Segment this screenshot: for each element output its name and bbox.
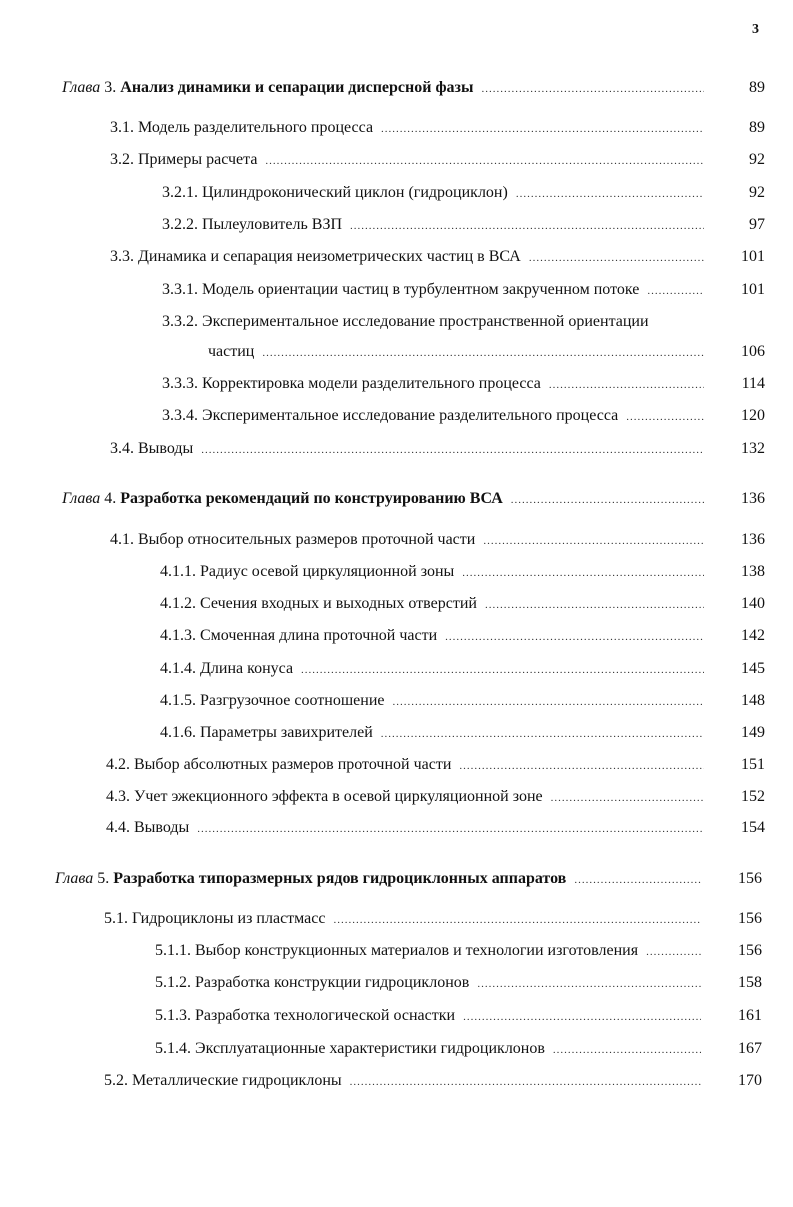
- toc-section-4-3: [106, 787, 765, 808]
- page-ref: 114: [741, 375, 765, 392]
- dot-leader: [262, 343, 704, 363]
- page-ref: 156: [738, 870, 762, 887]
- dot-leader: [333, 910, 701, 930]
- toc-entry-text: 3.3.1. Модель ориентации частиц в турбулентном закрученном потоке: [162, 281, 640, 298]
- page-ref: 89: [749, 119, 765, 136]
- dot-leader: [301, 660, 704, 680]
- toc-section-4-1-1: [160, 562, 765, 583]
- page-ref: 97: [749, 216, 765, 233]
- toc-entry-text: 3.3.4. Экспериментальное исследование разделительного процесса: [162, 407, 619, 424]
- toc-entry-text: 4.3. Учет эжекционного эффекта в осевой циркуляционной зоне: [106, 788, 543, 805]
- page-ref: 161: [738, 1007, 762, 1024]
- dot-leader: [350, 216, 704, 236]
- toc-section-3-3-2-cont: [208, 342, 765, 363]
- page-ref: 156: [738, 910, 762, 927]
- page-ref: 120: [741, 407, 765, 424]
- toc-section-4-1-3: [160, 626, 765, 647]
- dot-leader: [463, 1007, 701, 1027]
- toc-section-3-2-2: [162, 215, 765, 236]
- page-ref: 138: [741, 563, 765, 580]
- toc-section-3-2-1: [162, 183, 765, 204]
- toc-entry-text: 5.1.4. Эксплуатационные характеристики гидроциклонов: [155, 1040, 545, 1057]
- page-ref: 152: [741, 788, 765, 805]
- toc-section-4-2: [106, 755, 765, 776]
- dot-leader: [626, 407, 704, 427]
- chapter-title: Разработка рекомендаций по конструированию ВСА: [120, 490, 503, 507]
- dot-leader: [647, 281, 704, 301]
- toc-entry-text: 3.3. Динамика и сепарация неизометрических частиц в ВСА: [110, 248, 521, 265]
- toc-section-3-1: [110, 118, 765, 139]
- dot-leader: [350, 1072, 701, 1092]
- page-ref: 158: [738, 974, 762, 991]
- toc-chapter-5: [55, 869, 762, 890]
- page-ref: 149: [741, 724, 765, 741]
- toc-entry-text: 3.3.3. Корректировка модели разделительного процесса: [162, 375, 541, 392]
- toc-entry-text: 5.1.3. Разработка технологической оснастки: [155, 1007, 456, 1024]
- toc-section-5-2: [104, 1071, 762, 1092]
- page-ref: 101: [741, 281, 765, 298]
- toc-entry-text: 3.1. Модель разделительного процесса: [110, 119, 374, 136]
- toc-entry-text: 3.3.2. Экспериментальное исследование пространственной ориентации: [162, 313, 649, 330]
- toc-section-4-4: [106, 818, 765, 839]
- toc-section-5-1-4: [155, 1039, 762, 1060]
- toc-section-5-1-3: [155, 1006, 762, 1027]
- dot-leader: [516, 184, 704, 204]
- toc-section-4-1-4: [160, 659, 765, 680]
- toc-section-5-1-2: [155, 973, 762, 994]
- toc-entry-text: 4.1.4. Длина конуса: [160, 660, 294, 677]
- toc-section-3-2: [110, 150, 765, 171]
- dot-leader: [646, 942, 701, 962]
- page-ref: 156: [738, 942, 762, 959]
- toc-entry-text: 4.1.5. Разгрузочное соотношение: [160, 692, 385, 709]
- toc-section-3-3-4: [162, 406, 765, 427]
- toc-entry-text: 5.1.1. Выбор конструкционных материалов и технологии изготовления: [155, 942, 639, 959]
- dot-leader: [462, 563, 704, 583]
- page-ref: 136: [741, 531, 765, 548]
- toc-entry-text: 3.4. Выводы: [110, 440, 194, 457]
- chapter-label: Глава: [55, 870, 94, 887]
- toc-entry-text: 5.1. Гидроциклоны из пластмасс: [104, 910, 326, 927]
- dot-leader: [445, 627, 704, 647]
- toc-entry-text: 3.2. Примеры расчета: [110, 151, 258, 168]
- page-ref: 154: [741, 819, 765, 836]
- toc-entry-text: 4.1.6. Параметры завихрителей: [160, 724, 373, 741]
- dot-leader: [265, 151, 704, 171]
- page-ref: 145: [741, 660, 765, 677]
- toc-entry-text: 4.1. Выбор относительных размеров проточной части: [110, 531, 476, 548]
- page-ref: 140: [741, 595, 765, 612]
- page-ref: 151: [741, 756, 765, 773]
- toc-section-3-3-1: [162, 280, 765, 301]
- toc-entry-text: 5.2. Металлические гидроциклоны: [104, 1072, 342, 1089]
- toc-chapter-3: [62, 78, 765, 99]
- toc-section-4-1: [110, 530, 765, 551]
- dot-leader: [549, 375, 704, 395]
- toc-entry-text: 3.2.1. Цилиндроконический циклон (гидроциклон): [162, 184, 508, 201]
- page-ref: 92: [749, 151, 765, 168]
- toc-section-3-4: [110, 439, 765, 460]
- toc-section-3-3-2: [162, 312, 710, 332]
- page-ref: 167: [738, 1040, 762, 1057]
- toc-entry-text: 5.1.2. Разработка конструкции гидроциклонов: [155, 974, 470, 991]
- chapter-label: Глава: [62, 490, 101, 507]
- toc-section-5-1: [104, 909, 762, 930]
- page-ref: 92: [749, 184, 765, 201]
- page-ref: 106: [741, 343, 765, 360]
- toc-section-4-1-6: [160, 723, 765, 744]
- chapter-title: Разработка типоразмерных рядов гидроциклонных аппаратов: [113, 870, 567, 887]
- page-ref: 148: [741, 692, 765, 709]
- chapter-number: 5.: [97, 870, 110, 887]
- toc-entry-text: 4.1.2. Сечения входных и выходных отверстий: [160, 595, 477, 612]
- page-ref: 132: [741, 440, 765, 457]
- dot-leader: [477, 974, 701, 994]
- toc-section-5-1-1: [155, 941, 762, 962]
- dot-leader: [459, 756, 704, 776]
- dot-leader: [392, 692, 704, 712]
- dot-leader: [201, 440, 704, 460]
- chapter-number: 3.: [104, 79, 117, 96]
- page-ref: 142: [741, 627, 765, 644]
- toc-section-4-1-2: [160, 594, 765, 615]
- toc-section-3-3: [110, 247, 765, 268]
- toc-entry-text: 4.1.3. Смоченная длина проточной части: [160, 627, 438, 644]
- chapter-title: Анализ динамики и сепарации дисперсной фазы: [120, 79, 474, 96]
- page-ref: 170: [738, 1072, 762, 1089]
- toc-entry-text: 4.1.1. Радиус осевой циркуляционной зоны: [160, 563, 455, 580]
- dot-leader: [511, 490, 704, 510]
- dot-leader: [481, 79, 704, 99]
- page-ref: 101: [741, 248, 765, 265]
- dot-leader: [551, 788, 704, 808]
- dot-leader: [483, 531, 704, 551]
- page-ref: 89: [749, 79, 765, 96]
- toc-section-3-3-3: [162, 374, 765, 395]
- dot-leader: [197, 819, 704, 839]
- dot-leader: [553, 1040, 701, 1060]
- toc-entry-text: 4.2. Выбор абсолютных размеров проточной части: [106, 756, 452, 773]
- dot-leader: [529, 248, 704, 268]
- dot-leader: [574, 870, 701, 890]
- toc-chapter-4: [62, 489, 765, 510]
- page-number: 3: [752, 22, 759, 37]
- page-ref: 136: [741, 490, 765, 507]
- toc-entry-text: 4.4. Выводы: [106, 819, 190, 836]
- toc-section-4-1-5: [160, 691, 765, 712]
- dot-leader: [485, 595, 704, 615]
- chapter-label: Глава: [62, 79, 101, 96]
- dot-leader: [381, 724, 704, 744]
- toc-entry-text: 3.2.2. Пылеуловитель ВЗП: [162, 216, 343, 233]
- dot-leader: [381, 119, 704, 139]
- toc-entry-text: частиц: [208, 343, 255, 360]
- chapter-number: 4.: [104, 490, 117, 507]
